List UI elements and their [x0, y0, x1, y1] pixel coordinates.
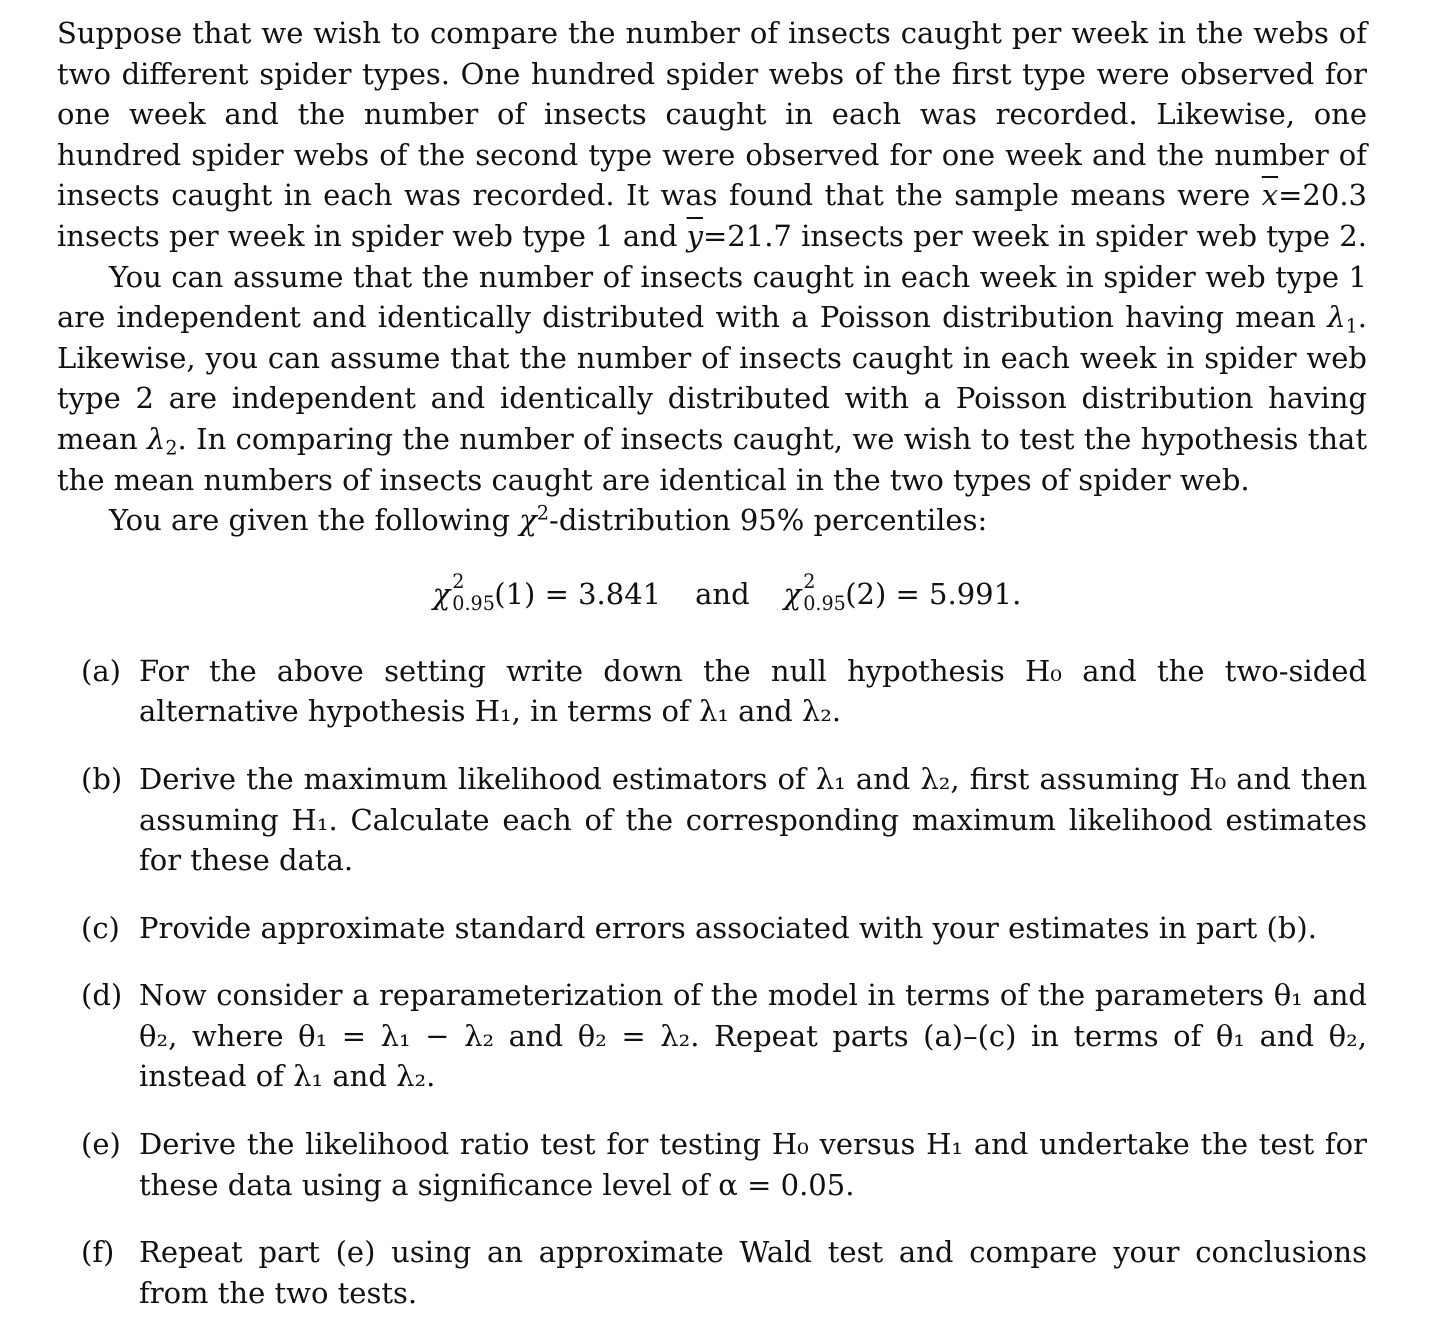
question-part-e	[57, 1124, 1367, 1205]
part-marker: (b)	[81, 761, 123, 796]
part-marker: (f)	[81, 1235, 115, 1270]
intro-paragraph: Suppose that we wish to compare the number of insects caught per week in the webs of two different spider types. One hundred spider webs of the first type were observed for one week and the number of insects caught in each was recorded. Likewise, one hundred spider webs of the second type were observed for one week and the number of insects caught in each was recorded. It was found that the sample means were $\overline{x}=20.3$ insects per week in spider web type 1 and $\overline{y}=21.7$ insects per week in spider web type 2.	[57, 16, 1367, 253]
percentiles-intro: You are given the following $\chi^2$-distribution 95% percentiles:	[109, 501, 988, 538]
part-marker: (a)	[81, 653, 121, 688]
question-part-d	[57, 975, 1367, 1097]
part-text: Now consider a reparameterization of the model in terms of the parameters θ₁ and θ₂, where θ₁ = λ₁ − λ₂ and θ₂ = λ₂. Repeat parts (a)–(c) in terms of θ₁ and θ₂, instead of λ₁ and λ₂.	[139, 978, 1367, 1094]
question-part-a	[57, 651, 1367, 732]
part-text: For the above setting write down the null hypothesis H₀ and the two-sided alternative hypothesis H₁, in terms of λ₁ and λ₂.	[139, 653, 1367, 729]
part-marker: (e)	[81, 1127, 121, 1162]
part-text: Repeat part (e) using an approximate Wald test and compare your conclusions from the two tests.	[139, 1235, 1367, 1310]
part-marker: (c)	[81, 910, 120, 945]
question-parts-list	[57, 651, 1367, 1314]
part-text: Derive the likelihood ratio test for testing H₀ versus H₁ and undertake the test for these data using a significance level of α = 0.05.	[139, 1127, 1367, 1202]
assumption-paragraph: You can assume that the number of insects caught in each week in spider web type 1 are independent and identically distributed with a Poisson distribution having mean $\lambda_1$. Likewise, you can assume that the number of insects caught in each week in spider web type 2 are independent and identically distributed with a Poisson distribution having mean $\lambda_2$. In comparing the number of insects caught, we wish to test the hypothesis that the mean numbers of insects caught are identical in the two types of spider web.	[57, 259, 1367, 497]
x-bar-symbol: $\overline{x}$	[1261, 178, 1279, 213]
chi-square-percentiles-equation: χ 2 0.95 (1) = 3.841 and χ 2 0.95 (2) = 5.991.	[432, 569, 1022, 615]
question-part-c	[57, 908, 1367, 949]
problem-document	[57, 13, 1367, 1340]
part-text: Provide approximate standard errors associated with your estimates in part (b).	[139, 910, 1317, 945]
question-part-f	[57, 1232, 1367, 1313]
part-marker: (d)	[81, 978, 123, 1013]
y-bar-symbol: $\overline{y}$	[686, 218, 703, 253]
question-part-b	[57, 759, 1367, 881]
part-text: Derive the maximum likelihood estimators of λ₁ and λ₂, first assuming H₀ and then assuming H₁. Calculate each of the corresponding maximum likelihood estimates for these data.	[139, 761, 1367, 878]
